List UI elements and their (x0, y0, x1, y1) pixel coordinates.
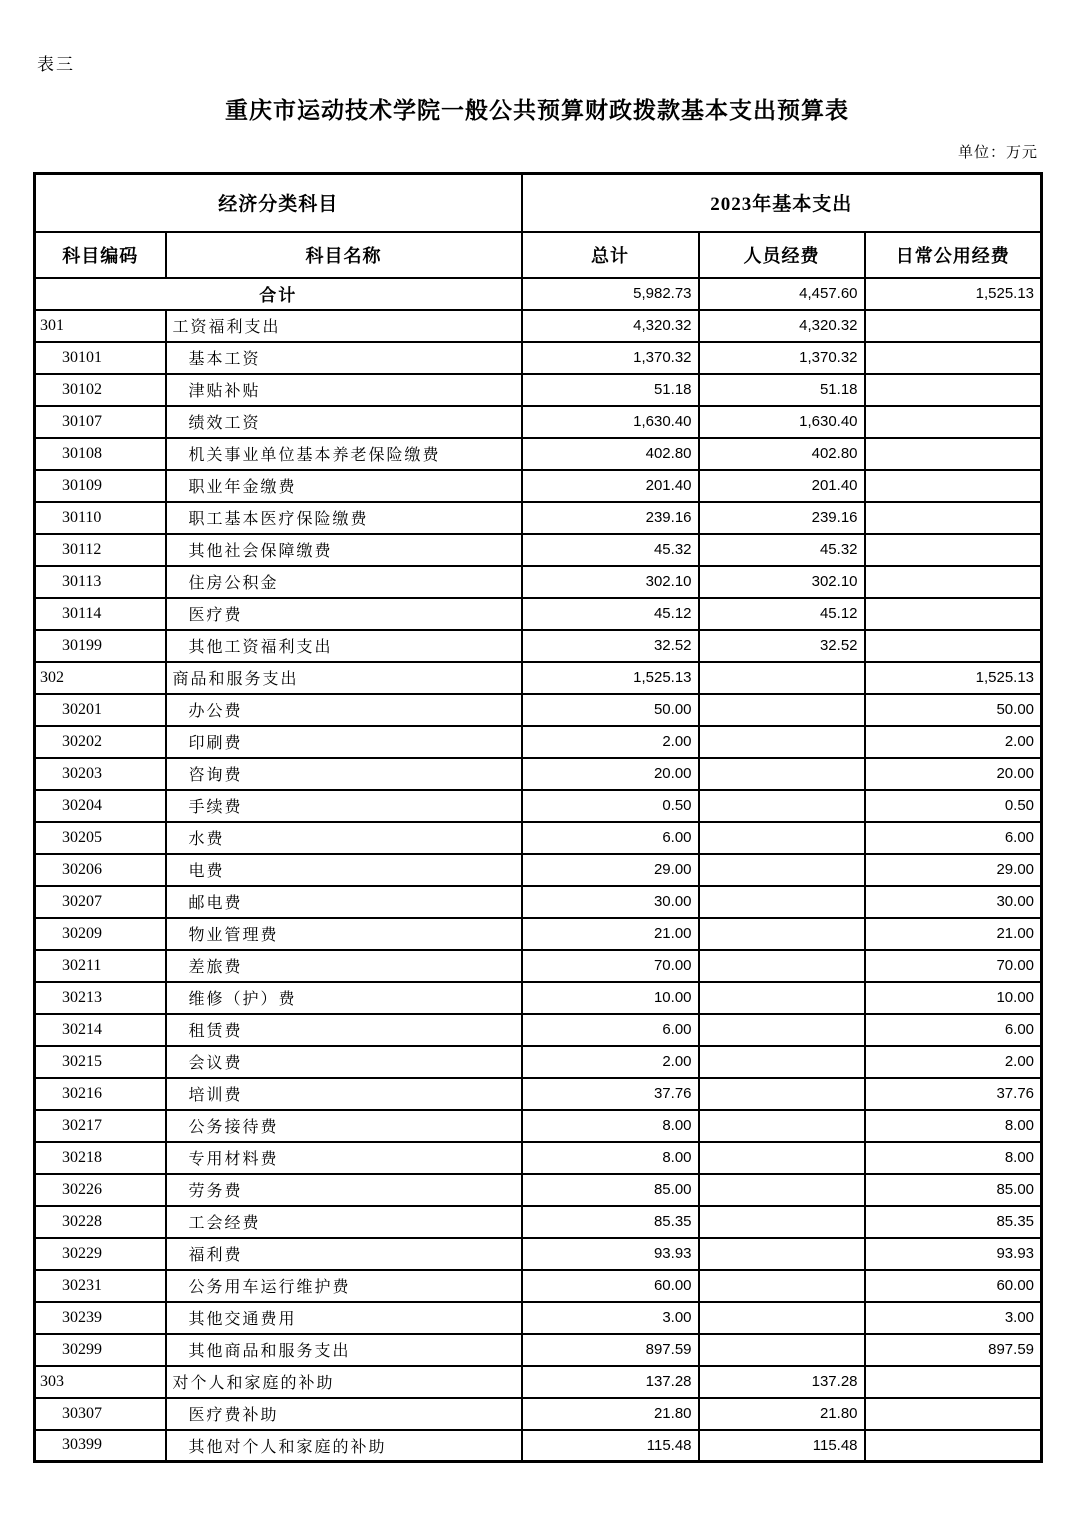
subject-name-cell: 津贴补贴 (166, 374, 522, 406)
subject-code-cell: 30211 (35, 950, 166, 982)
col-header-total: 总计 (522, 232, 699, 278)
subject-name-cell: 租赁费 (166, 1014, 522, 1046)
total-amount-cell: 201.40 (522, 470, 699, 502)
personnel-funds-cell: 51.18 (699, 374, 865, 406)
subject-code-cell: 30226 (35, 1174, 166, 1206)
personnel-funds-cell: 402.80 (699, 438, 865, 470)
col-header-daily-public-funds: 日常公用经费 (865, 232, 1042, 278)
subject-name-cell: 其他商品和服务支出 (166, 1334, 522, 1366)
personnel-funds-cell (699, 790, 865, 822)
subject-name-cell: 公务用车运行维护费 (166, 1270, 522, 1302)
subject-code-cell: 30239 (35, 1302, 166, 1334)
total-amount-cell: 21.80 (522, 1398, 699, 1430)
table-row (35, 1430, 1042, 1462)
subject-code-cell: 30110 (35, 502, 166, 534)
daily-public-funds-cell: 29.00 (865, 854, 1042, 886)
total-amount-cell: 51.18 (522, 374, 699, 406)
total-amount-cell: 4,320.32 (522, 310, 699, 342)
table-row (35, 982, 1042, 1014)
personnel-funds-cell (699, 854, 865, 886)
subject-name-cell: 手续费 (166, 790, 522, 822)
subject-name-cell: 维修（护）费 (166, 982, 522, 1014)
total-amount-cell: 8.00 (522, 1142, 699, 1174)
daily-public-funds-cell: 6.00 (865, 1014, 1042, 1046)
table-row (35, 758, 1042, 790)
total-amount-cell: 239.16 (522, 502, 699, 534)
daily-public-funds-cell: 2.00 (865, 726, 1042, 758)
subject-code-cell: 30108 (35, 438, 166, 470)
personnel-funds-cell: 239.16 (699, 502, 865, 534)
personnel-funds-cell (699, 1270, 865, 1302)
table-row (35, 1078, 1042, 1110)
total-amount-cell: 402.80 (522, 438, 699, 470)
daily-public-funds-cell: 1,525.13 (865, 662, 1042, 694)
daily-public-funds-cell (865, 1430, 1042, 1462)
daily-public-funds-cell: 50.00 (865, 694, 1042, 726)
total-amount-cell: 2.00 (522, 726, 699, 758)
subject-code-cell: 302 (35, 662, 166, 694)
total-amount-cell: 45.12 (522, 598, 699, 630)
subject-code-cell: 30207 (35, 886, 166, 918)
table-row (35, 1014, 1042, 1046)
subject-name-cell: 培训费 (166, 1078, 522, 1110)
personnel-funds-cell (699, 950, 865, 982)
subject-name-cell: 工会经费 (166, 1206, 522, 1238)
total-amount-cell: 45.32 (522, 534, 699, 566)
subject-code-cell: 30209 (35, 918, 166, 950)
total-amount-cell: 93.93 (522, 1238, 699, 1270)
daily-public-funds-cell (865, 310, 1042, 342)
table-row (35, 342, 1042, 374)
subject-code-cell: 30109 (35, 470, 166, 502)
daily-public-funds-cell (865, 406, 1042, 438)
personnel-funds-cell: 21.80 (699, 1398, 865, 1430)
total-amount-cell: 37.76 (522, 1078, 699, 1110)
table-row (35, 790, 1042, 822)
total-amount-cell: 60.00 (522, 1270, 699, 1302)
daily-public-funds-cell: 60.00 (865, 1270, 1042, 1302)
total-amount-cell: 85.35 (522, 1206, 699, 1238)
subject-name-cell: 物业管理费 (166, 918, 522, 950)
subject-code-cell: 30229 (35, 1238, 166, 1270)
table-row (35, 630, 1042, 662)
daily-public-funds-cell: 37.76 (865, 1078, 1042, 1110)
table-row (35, 1046, 1042, 1078)
personnel-funds-cell: 115.48 (699, 1430, 865, 1462)
daily-public-funds-cell (865, 566, 1042, 598)
personnel-funds-cell: 1,370.32 (699, 342, 865, 374)
total-amount-cell: 70.00 (522, 950, 699, 982)
daily-public-funds-cell (865, 342, 1042, 374)
subject-code-cell: 30205 (35, 822, 166, 854)
subject-name-cell: 绩效工资 (166, 406, 522, 438)
daily-public-funds-cell: 85.00 (865, 1174, 1042, 1206)
subject-code-cell: 30202 (35, 726, 166, 758)
subject-name-cell: 差旅费 (166, 950, 522, 982)
budget-table-body (35, 278, 1042, 1462)
total-amount-cell: 1,370.32 (522, 342, 699, 374)
subject-code-cell: 303 (35, 1366, 166, 1398)
subject-name-cell: 其他社会保障缴费 (166, 534, 522, 566)
subject-name-cell: 职业年金缴费 (166, 470, 522, 502)
table-row (35, 278, 1042, 310)
personnel-funds-cell (699, 694, 865, 726)
personnel-funds-cell: 137.28 (699, 1366, 865, 1398)
subject-name-cell: 电费 (166, 854, 522, 886)
total-amount-cell: 137.28 (522, 1366, 699, 1398)
subject-code-cell: 30215 (35, 1046, 166, 1078)
total-amount-cell: 6.00 (522, 1014, 699, 1046)
subject-name-cell: 机关事业单位基本养老保险缴费 (166, 438, 522, 470)
subject-code-cell: 30217 (35, 1110, 166, 1142)
total-amount-cell: 30.00 (522, 886, 699, 918)
total-amount-cell: 5,982.73 (522, 278, 699, 310)
table-row (35, 950, 1042, 982)
subject-code-cell: 30203 (35, 758, 166, 790)
table-row (35, 566, 1042, 598)
table-row (35, 1142, 1042, 1174)
table-row (35, 1398, 1042, 1430)
total-amount-cell: 2.00 (522, 1046, 699, 1078)
table-row (35, 1206, 1042, 1238)
personnel-funds-cell (699, 918, 865, 950)
subject-name-cell: 福利费 (166, 1238, 522, 1270)
total-amount-cell: 3.00 (522, 1302, 699, 1334)
personnel-funds-cell (699, 1238, 865, 1270)
personnel-funds-cell (699, 886, 865, 918)
col-header-subject-code: 科目编码 (35, 232, 166, 278)
subject-code-cell: 30214 (35, 1014, 166, 1046)
personnel-funds-cell (699, 1334, 865, 1366)
personnel-funds-cell: 4,320.32 (699, 310, 865, 342)
subject-name-cell: 专用材料费 (166, 1142, 522, 1174)
budget-table (33, 172, 1043, 1463)
table-row (35, 1174, 1042, 1206)
table-row (35, 534, 1042, 566)
subject-name-cell: 办公费 (166, 694, 522, 726)
table-header (35, 174, 1042, 278)
personnel-funds-cell (699, 662, 865, 694)
personnel-funds-cell (699, 1142, 865, 1174)
daily-public-funds-cell: 20.00 (865, 758, 1042, 790)
subject-code-cell: 30206 (35, 854, 166, 886)
daily-public-funds-cell (865, 1366, 1042, 1398)
page-title: 重庆市运动技术学院一般公共预算财政拨款基本支出预算表 (225, 98, 849, 123)
subject-code-cell: 30102 (35, 374, 166, 406)
col-header-personnel-funds: 人员经费 (699, 232, 865, 278)
subject-name-cell: 公务接待费 (166, 1110, 522, 1142)
subject-name-cell: 咨询费 (166, 758, 522, 790)
subject-name-cell: 职工基本医疗保险缴费 (166, 502, 522, 534)
daily-public-funds-cell: 8.00 (865, 1110, 1042, 1142)
table-row (35, 1270, 1042, 1302)
subject-code-cell: 301 (35, 310, 166, 342)
personnel-funds-cell (699, 726, 865, 758)
table-row (35, 310, 1042, 342)
subject-name-cell: 商品和服务支出 (166, 662, 522, 694)
total-amount-cell: 897.59 (522, 1334, 699, 1366)
daily-public-funds-cell: 93.93 (865, 1238, 1042, 1270)
table-row (35, 726, 1042, 758)
unit-note: 单位：万元 (957, 145, 1038, 161)
table-row (35, 470, 1042, 502)
table-row (35, 374, 1042, 406)
total-amount-cell: 8.00 (522, 1110, 699, 1142)
table-number-label: 表三 (37, 55, 75, 74)
subject-name-cell: 会议费 (166, 1046, 522, 1078)
subject-code-cell: 30199 (35, 630, 166, 662)
table-row (35, 1110, 1042, 1142)
daily-public-funds-cell (865, 502, 1042, 534)
total-amount-cell: 6.00 (522, 822, 699, 854)
subject-name-cell: 印刷费 (166, 726, 522, 758)
personnel-funds-cell (699, 1078, 865, 1110)
subject-code-cell: 30307 (35, 1398, 166, 1430)
table-row (35, 694, 1042, 726)
group-header-2023-basic-expenditure: 2023年基本支出 (522, 174, 1042, 232)
subject-code-cell: 30231 (35, 1270, 166, 1302)
total-amount-cell: 50.00 (522, 694, 699, 726)
subject-code-cell: 30218 (35, 1142, 166, 1174)
daily-public-funds-cell: 85.35 (865, 1206, 1042, 1238)
subject-name-cell: 医疗费补助 (166, 1398, 522, 1430)
table-row (35, 854, 1042, 886)
group-header-economic-classification: 经济分类科目 (35, 174, 522, 232)
total-amount-cell: 1,525.13 (522, 662, 699, 694)
personnel-funds-cell (699, 1174, 865, 1206)
daily-public-funds-cell (865, 374, 1042, 406)
subject-name-cell: 基本工资 (166, 342, 522, 374)
daily-public-funds-cell: 3.00 (865, 1302, 1042, 1334)
table-row (35, 598, 1042, 630)
table-row (35, 822, 1042, 854)
subject-code-cell: 30399 (35, 1430, 166, 1462)
subject-code-cell: 30228 (35, 1206, 166, 1238)
total-amount-cell: 85.00 (522, 1174, 699, 1206)
subject-name-cell: 工资福利支出 (166, 310, 522, 342)
daily-public-funds-cell (865, 534, 1042, 566)
daily-public-funds-cell: 897.59 (865, 1334, 1042, 1366)
daily-public-funds-cell: 8.00 (865, 1142, 1042, 1174)
daily-public-funds-cell (865, 1398, 1042, 1430)
total-amount-cell: 20.00 (522, 758, 699, 790)
total-amount-cell: 29.00 (522, 854, 699, 886)
subject-name-cell: 其他交通费用 (166, 1302, 522, 1334)
personnel-funds-cell (699, 1206, 865, 1238)
total-amount-cell: 302.10 (522, 566, 699, 598)
personnel-funds-cell (699, 1046, 865, 1078)
subject-code-cell: 30299 (35, 1334, 166, 1366)
subject-code-cell: 30107 (35, 406, 166, 438)
table-row (35, 886, 1042, 918)
personnel-funds-cell: 32.52 (699, 630, 865, 662)
total-amount-cell: 21.00 (522, 918, 699, 950)
table-row (35, 662, 1042, 694)
personnel-funds-cell (699, 758, 865, 790)
subject-code-cell: 30101 (35, 342, 166, 374)
daily-public-funds-cell: 21.00 (865, 918, 1042, 950)
table-row (35, 1366, 1042, 1398)
header-columns-row (35, 232, 1042, 278)
subject-code-cell: 30114 (35, 598, 166, 630)
subject-name-cell: 住房公积金 (166, 566, 522, 598)
subject-code-cell: 30201 (35, 694, 166, 726)
personnel-funds-cell (699, 1014, 865, 1046)
personnel-funds-cell (699, 822, 865, 854)
subject-name-cell: 邮电费 (166, 886, 522, 918)
table-row (35, 1302, 1042, 1334)
daily-public-funds-cell (865, 438, 1042, 470)
subject-code-cell: 30112 (35, 534, 166, 566)
personnel-funds-cell: 4,457.60 (699, 278, 865, 310)
personnel-funds-cell (699, 1110, 865, 1142)
total-amount-cell: 1,630.40 (522, 406, 699, 438)
daily-public-funds-cell (865, 598, 1042, 630)
subject-name-cell: 水费 (166, 822, 522, 854)
daily-public-funds-cell (865, 630, 1042, 662)
subject-code-cell: 30216 (35, 1078, 166, 1110)
total-amount-cell: 115.48 (522, 1430, 699, 1462)
table-row (35, 406, 1042, 438)
daily-public-funds-cell: 2.00 (865, 1046, 1042, 1078)
total-amount-cell: 32.52 (522, 630, 699, 662)
daily-public-funds-cell: 10.00 (865, 982, 1042, 1014)
personnel-funds-cell: 1,630.40 (699, 406, 865, 438)
total-amount-cell: 10.00 (522, 982, 699, 1014)
personnel-funds-cell: 45.12 (699, 598, 865, 630)
col-header-subject-name: 科目名称 (166, 232, 522, 278)
header-group-row (35, 174, 1042, 232)
personnel-funds-cell (699, 982, 865, 1014)
subject-name-cell: 医疗费 (166, 598, 522, 630)
subject-code-cell: 30204 (35, 790, 166, 822)
personnel-funds-cell (699, 1302, 865, 1334)
subject-code-cell: 30113 (35, 566, 166, 598)
daily-public-funds-cell: 6.00 (865, 822, 1042, 854)
subject-name-cell: 其他对个人和家庭的补助 (166, 1430, 522, 1462)
personnel-funds-cell: 45.32 (699, 534, 865, 566)
daily-public-funds-cell (865, 470, 1042, 502)
personnel-funds-cell: 302.10 (699, 566, 865, 598)
daily-public-funds-cell: 70.00 (865, 950, 1042, 982)
table-row (35, 502, 1042, 534)
subject-name-cell: 其他工资福利支出 (166, 630, 522, 662)
subject-name-cell: 对个人和家庭的补助 (166, 1366, 522, 1398)
table-row (35, 1238, 1042, 1270)
daily-public-funds-cell: 30.00 (865, 886, 1042, 918)
personnel-funds-cell: 201.40 (699, 470, 865, 502)
daily-public-funds-cell: 0.50 (865, 790, 1042, 822)
row-total-label-cell: 合计 (35, 278, 522, 310)
daily-public-funds-cell: 1,525.13 (865, 278, 1042, 310)
table-row (35, 918, 1042, 950)
subject-name-cell: 劳务费 (166, 1174, 522, 1206)
table-row (35, 1334, 1042, 1366)
table-row (35, 438, 1042, 470)
total-amount-cell: 0.50 (522, 790, 699, 822)
subject-code-cell: 30213 (35, 982, 166, 1014)
